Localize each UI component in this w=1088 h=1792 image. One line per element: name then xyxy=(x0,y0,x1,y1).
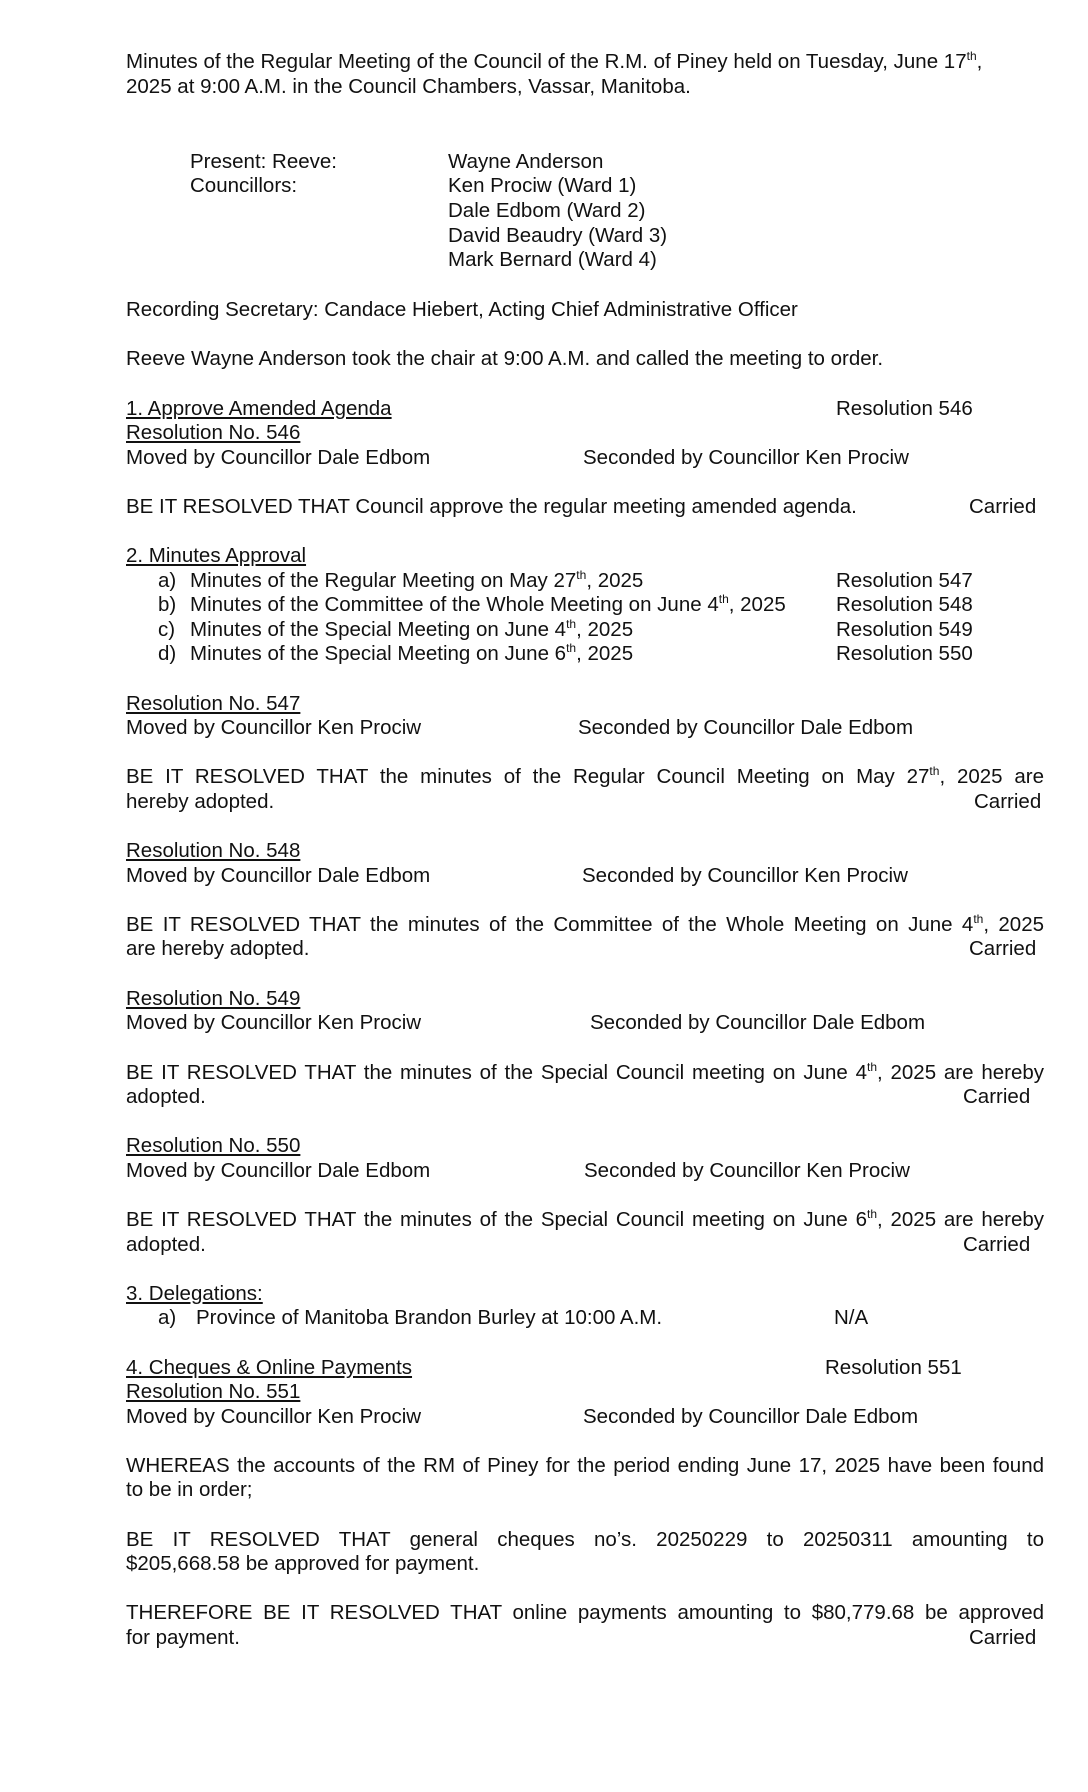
councillor-name: Ken Prociw (Ward 1) xyxy=(448,174,637,197)
resolution-549-number: Resolution No. 549 xyxy=(126,987,301,1010)
cheques-resolved-text-cont: $205,668.58 be approved for payment. xyxy=(126,1552,480,1575)
whereas-text: WHEREAS the accounts of the RM of Piney for the period ending June 17, 2025 have been found xyxy=(126,1454,1044,1477)
resolution-551-number: Resolution No. 551 xyxy=(126,1380,301,1403)
resolution-547-moved: Moved by Councillor Ken Prociw xyxy=(126,716,422,739)
minutes-item-letter: c) xyxy=(158,618,176,641)
reeve-name: Wayne Anderson xyxy=(448,150,604,173)
resolution-548-text: BE IT RESOLVED THAT the minutes of the Committee of the Whole Meeting on June 4th, 2025 xyxy=(126,912,1044,936)
reeve-label: Present: Reeve: xyxy=(190,150,337,173)
section-1-heading: 1. Approve Amended Agenda xyxy=(126,397,392,420)
minutes-item-letter: d) xyxy=(158,642,177,665)
resolution-547-result: Carried xyxy=(974,790,1042,813)
section-4-heading: 4. Cheques & Online Payments xyxy=(126,1356,413,1379)
section-3-heading: 3. Delegations: xyxy=(126,1282,263,1305)
delegation-item: Province of Manitoba Brandon Burley at 10:00 A.M. xyxy=(196,1306,663,1329)
section-2-heading: 2. Minutes Approval xyxy=(126,544,307,567)
minutes-item-ref: Resolution 549 xyxy=(836,618,973,641)
resolution-549-text: BE IT RESOLVED THAT the minutes of the Special Council meeting on June 4th, 2025 are hereby xyxy=(126,1060,1044,1084)
councillor-name: David Beaudry (Ward 3) xyxy=(448,224,668,247)
resolution-549-seconded: Seconded by Councillor Dale Edbom xyxy=(590,1011,926,1034)
resolution-550-text-cont: adopted. xyxy=(126,1233,206,1256)
minutes-item: Minutes of the Committee of the Whole Meeting on June 4th, 2025 xyxy=(190,592,786,616)
minutes-item-ref: Resolution 548 xyxy=(836,593,973,616)
resolution-549-result: Carried xyxy=(963,1085,1031,1108)
minutes-item: Minutes of the Regular Meeting on May 27th, 2025 xyxy=(190,568,644,592)
resolution-546-result: Carried xyxy=(969,495,1037,518)
header-line-2: 2025 at 9:00 A.M. in the Council Chambers, Vassar, Manitoba. xyxy=(126,75,691,98)
minutes-item: Minutes of the Special Meeting on June 4th, 2025 xyxy=(190,617,634,641)
call-to-order: Reeve Wayne Anderson took the chair at 9:00 A.M. and called the meeting to order. xyxy=(126,347,884,370)
section-1-resolution-ref: Resolution 546 xyxy=(836,397,973,420)
minutes-item: Minutes of the Special Meeting on June 6th, 2025 xyxy=(190,641,634,665)
whereas-text-cont: to be in order; xyxy=(126,1478,253,1501)
resolution-548-number: Resolution No. 548 xyxy=(126,839,301,862)
resolution-548-seconded: Seconded by Councillor Ken Prociw xyxy=(582,864,908,887)
resolution-550-seconded: Seconded by Councillor Ken Prociw xyxy=(584,1159,910,1182)
minutes-item-letter: a) xyxy=(158,569,177,592)
resolution-546-seconded: Seconded by Councillor Ken Prociw xyxy=(583,446,909,469)
online-payments-text-cont: for payment. xyxy=(126,1626,240,1649)
cheques-resolved-text: BE IT RESOLVED THAT general cheques no’s. 20250229 to 20250311 amounting to xyxy=(126,1528,1044,1551)
resolution-547-text: BE IT RESOLVED THAT the minutes of the Regular Council Meeting on May 27th, 2025 are xyxy=(126,764,1044,788)
delegation-ref: N/A xyxy=(834,1306,869,1329)
councillors-label: Councillors: xyxy=(190,174,298,197)
minutes-item-letter: b) xyxy=(158,593,177,616)
resolution-550-number: Resolution No. 550 xyxy=(126,1134,301,1157)
councillor-name: Dale Edbom (Ward 2) xyxy=(448,199,646,222)
resolution-546-moved: Moved by Councillor Dale Edbom xyxy=(126,446,431,469)
resolution-551-moved: Moved by Councillor Ken Prociw xyxy=(126,1405,422,1428)
resolution-550-text: BE IT RESOLVED THAT the minutes of the Special Council meeting on June 6th, 2025 are hereby xyxy=(126,1207,1044,1231)
resolution-550-moved: Moved by Councillor Dale Edbom xyxy=(126,1159,431,1182)
section-4-resolution-ref: Resolution 551 xyxy=(825,1356,962,1379)
resolution-547-seconded: Seconded by Councillor Dale Edbom xyxy=(578,716,914,739)
online-payments-text: THEREFORE BE IT RESOLVED THAT online payments amounting to $80,779.68 be approved xyxy=(126,1601,1044,1624)
resolution-551-seconded: Seconded by Councillor Dale Edbom xyxy=(583,1405,919,1428)
resolution-548-result: Carried xyxy=(969,937,1037,960)
delegation-letter: a) xyxy=(158,1306,177,1329)
resolution-547-number: Resolution No. 547 xyxy=(126,692,301,715)
minutes-item-ref: Resolution 547 xyxy=(836,569,973,592)
header-line-1: Minutes of the Regular Meeting of the Council of the R.M. of Piney held on Tuesday, June 17th, xyxy=(126,49,983,73)
resolution-548-moved: Moved by Councillor Dale Edbom xyxy=(126,864,431,887)
resolution-546-number: Resolution No. 546 xyxy=(126,421,301,444)
resolution-550-result: Carried xyxy=(963,1233,1031,1256)
minutes-item-ref: Resolution 550 xyxy=(836,642,973,665)
resolution-547-text-cont: hereby adopted. xyxy=(126,790,275,813)
councillor-name: Mark Bernard (Ward 4) xyxy=(448,248,657,271)
recording-secretary: Recording Secretary: Candace Hiebert, Acting Chief Administrative Officer xyxy=(126,298,798,321)
resolution-546-text: BE IT RESOLVED THAT Council approve the regular meeting amended agenda. xyxy=(126,495,857,518)
resolution-549-text-cont: adopted. xyxy=(126,1085,206,1108)
resolution-548-text-cont: are hereby adopted. xyxy=(126,937,310,960)
resolution-549-moved: Moved by Councillor Ken Prociw xyxy=(126,1011,422,1034)
resolution-551-result: Carried xyxy=(969,1626,1037,1649)
